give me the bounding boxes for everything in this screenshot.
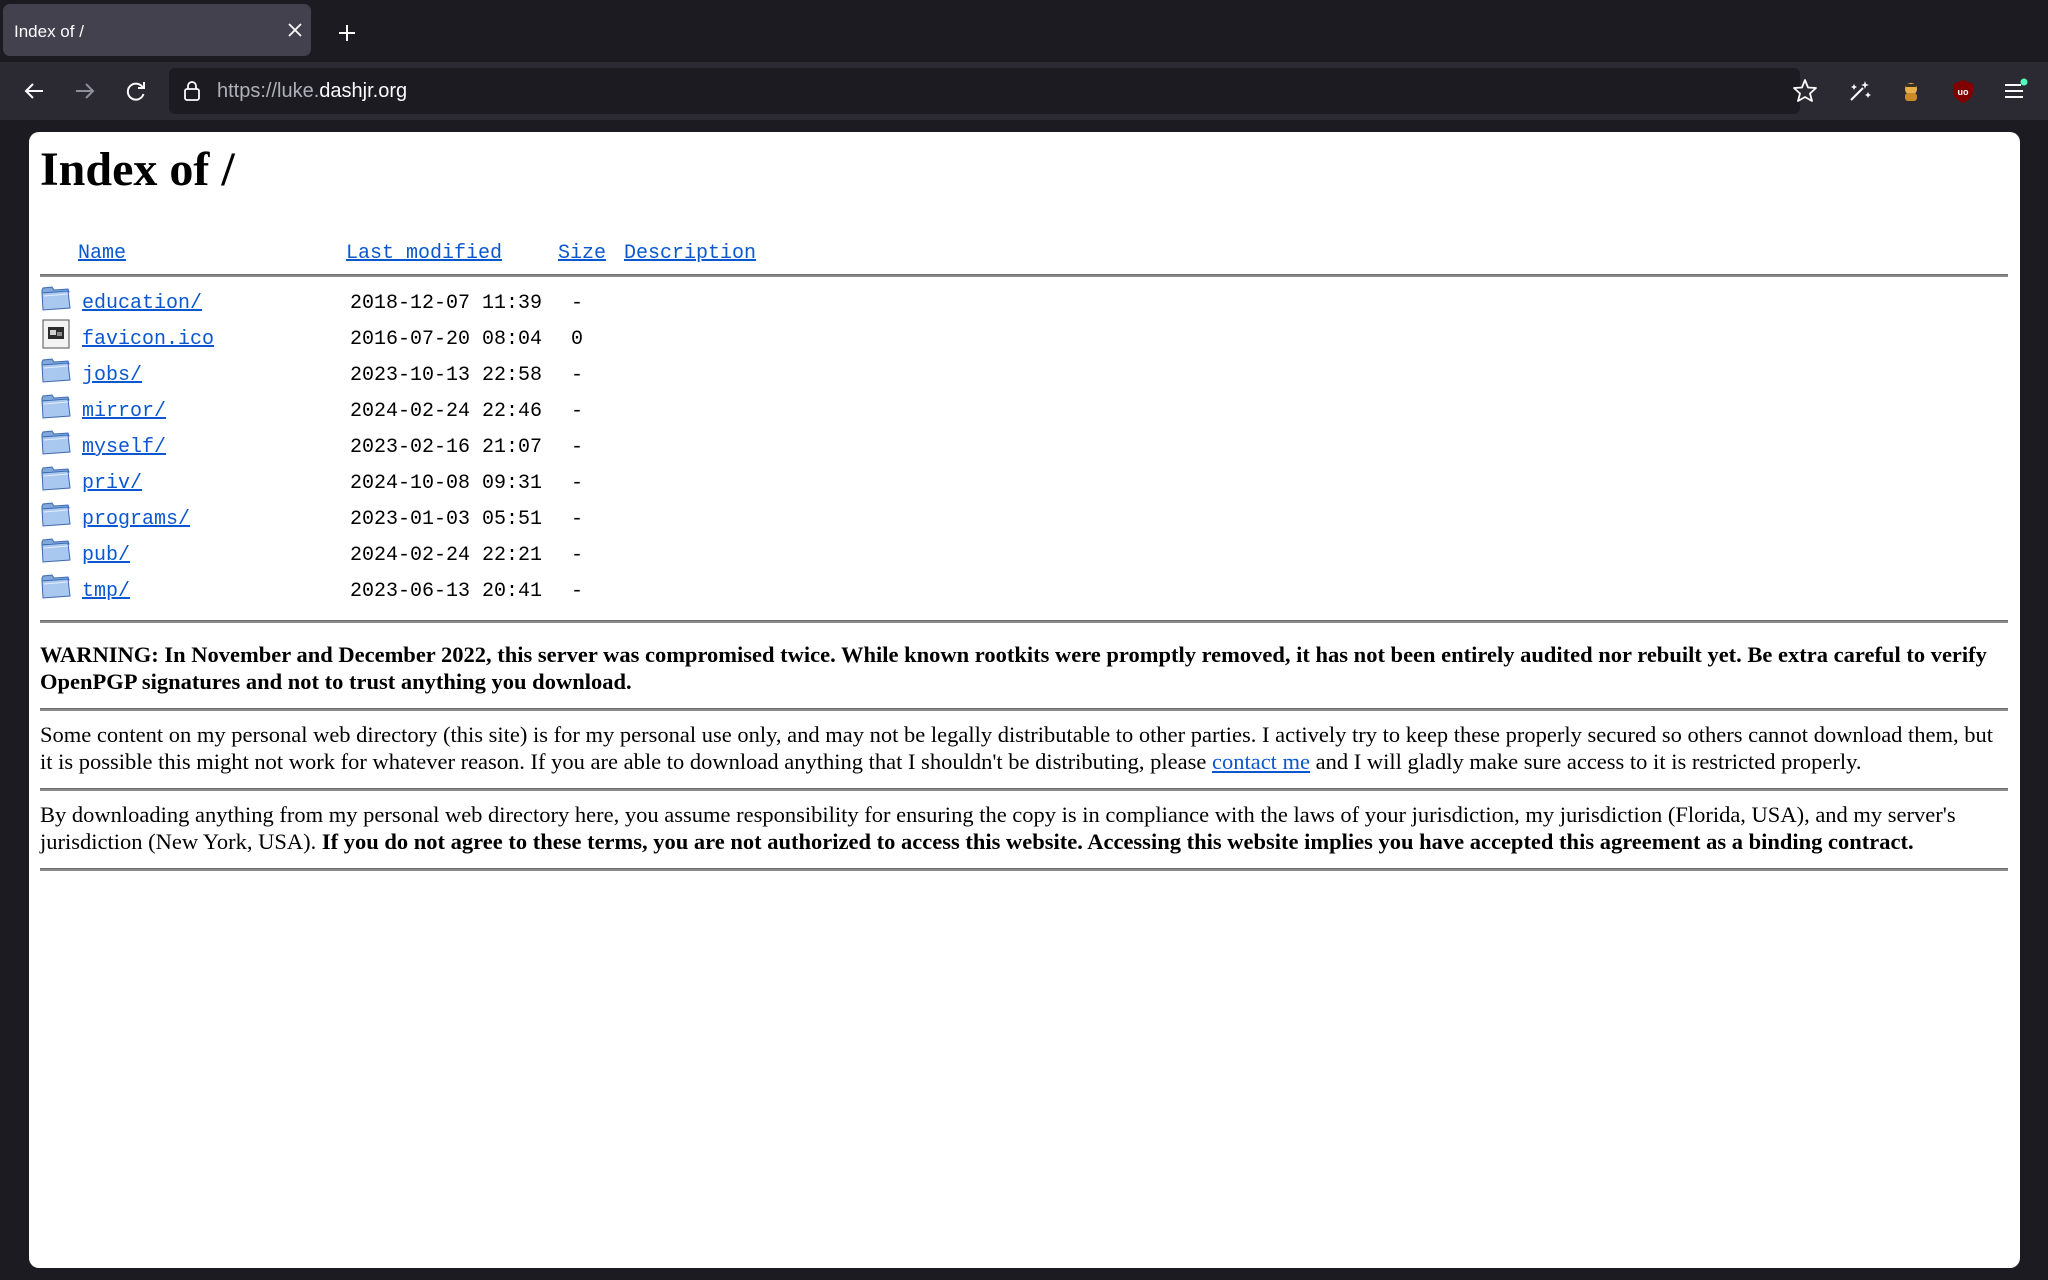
column-description-link[interactable]: Description: [624, 242, 757, 265]
entry-name-link[interactable]: tmp/: [82, 580, 131, 603]
app-menu-icon[interactable]: [1999, 76, 2029, 106]
ublock-origin-icon[interactable]: [1948, 76, 1978, 106]
table-row: [40, 538, 2008, 574]
folder-icon[interactable]: [40, 282, 72, 314]
divider: [40, 274, 2008, 277]
entry-last-modified: 2023-06-13 20:41: [350, 580, 543, 603]
entry-last-modified: 2016-07-20 08:04: [350, 328, 543, 351]
tab-strip: [0, 0, 2048, 62]
divider: [40, 868, 2008, 871]
navigation-toolbar: [0, 62, 2048, 120]
extension-sparkle-icon[interactable]: [1845, 76, 1875, 106]
folder-icon[interactable]: [40, 570, 72, 602]
entry-last-modified: 2024-02-24 22:46: [350, 400, 543, 423]
table-row: [40, 394, 2008, 430]
tab-active[interactable]: [3, 4, 311, 56]
folder-icon[interactable]: [40, 426, 72, 458]
reload-icon[interactable]: [121, 76, 151, 106]
svg-text:uo: uo: [1957, 87, 1969, 97]
page-title: Index of /: [40, 143, 235, 196]
url-bar[interactable]: [169, 68, 1800, 114]
entry-name-link[interactable]: programs/: [82, 508, 191, 531]
entry-size: -: [571, 508, 584, 531]
lock-icon[interactable]: [179, 78, 205, 104]
entry-last-modified: 2023-02-16 21:07: [350, 436, 543, 459]
url-prefix: https://luke.: [217, 80, 320, 102]
web-content: [29, 132, 2020, 1268]
url-domain: dashjr.org: [319, 80, 408, 102]
entry-name-link[interactable]: favicon.ico: [82, 328, 215, 351]
folder-icon[interactable]: [40, 462, 72, 494]
table-row: [40, 286, 2008, 322]
table-row: [40, 502, 2008, 538]
entry-last-modified: 2023-01-03 05:51: [350, 508, 543, 531]
entry-last-modified: 2023-10-13 22:58: [350, 364, 543, 387]
folder-icon[interactable]: [40, 390, 72, 422]
entry-name-link[interactable]: pub/: [82, 544, 131, 567]
column-size-link[interactable]: Size: [558, 242, 607, 265]
notice-text-start: Some content on my personal web directory (this site) is for my personal use only, and may not be legally distributable to other parties. I actively try to keep these properly secured so others cannot download them, but it is possible this might not work for whatever reason. If you are able to download anything that I shouldn't be distributing, please: [40, 722, 1994, 774]
notice-text-end: and I will gladly make sure access to it is restricted properly.: [1310, 749, 1862, 774]
divider: [40, 620, 2008, 623]
folder-icon[interactable]: [40, 354, 72, 386]
divider: [40, 708, 2008, 711]
table-row: [40, 430, 2008, 466]
terms-text-bold: If you do not agree to these terms, you are not authorized to access this website. Accessing this website implies you have accepted this agreement as a binding contract.: [321, 829, 1914, 854]
entry-size: -: [571, 364, 584, 387]
notice-text: [40, 721, 2008, 775]
divider: [40, 788, 2008, 791]
folder-icon[interactable]: [40, 534, 72, 566]
entry-name-link[interactable]: education/: [82, 292, 203, 315]
entry-size: -: [571, 544, 584, 567]
terms-text: [40, 801, 2008, 855]
entry-size: -: [571, 472, 584, 495]
listing-header: [40, 240, 2008, 270]
terms-text-plain: By downloading anything from my personal web directory here, you assume responsibility for ensuring the copy is in compliance with the laws of your jurisdiction, my jurisdiction (Florida, USA), and my server's jurisdiction (New York, USA).: [40, 802, 1956, 854]
extension-character-icon[interactable]: [1896, 76, 1926, 106]
warning-text: WARNING: In November and December 2022, this server was compromised twice. While known rootkits were promptly removed, it has not been entirely audited nor rebuilt yet. Be extra careful to verify OpenPGP signatures and not to trust anything you download.: [40, 642, 1987, 694]
contact-me-link[interactable]: contact me: [1211, 749, 1311, 774]
folder-icon[interactable]: [40, 498, 72, 530]
entry-size: -: [571, 436, 584, 459]
entry-last-modified: 2018-12-07 11:39: [350, 292, 543, 315]
close-icon[interactable]: [283, 18, 307, 42]
entry-name-link[interactable]: myself/: [82, 436, 167, 459]
new-tab-icon[interactable]: [332, 18, 362, 48]
table-row: [40, 574, 2008, 610]
url-text[interactable]: [217, 68, 407, 114]
entry-size: -: [571, 292, 584, 315]
entry-size: 0: [571, 328, 584, 351]
image-file-icon[interactable]: [40, 318, 72, 350]
entry-name-link[interactable]: mirror/: [82, 400, 167, 423]
entry-last-modified: 2024-02-24 22:21: [350, 544, 543, 567]
entry-last-modified: 2024-10-08 09:31: [350, 472, 543, 495]
table-row: [40, 466, 2008, 502]
entry-name-link[interactable]: priv/: [82, 472, 143, 495]
entry-name-link[interactable]: jobs/: [82, 364, 143, 387]
forward-icon[interactable]: [70, 76, 100, 106]
column-name-link[interactable]: Name: [78, 242, 127, 265]
entry-size: -: [571, 580, 584, 603]
bookmark-star-icon[interactable]: [1790, 76, 1820, 106]
table-row: [40, 322, 2008, 358]
tab-title: Index of /: [14, 22, 84, 41]
table-row: [40, 358, 2008, 394]
back-icon[interactable]: [19, 76, 49, 106]
entry-size: -: [571, 400, 584, 423]
column-last-modified-link[interactable]: Last modified: [346, 242, 503, 265]
